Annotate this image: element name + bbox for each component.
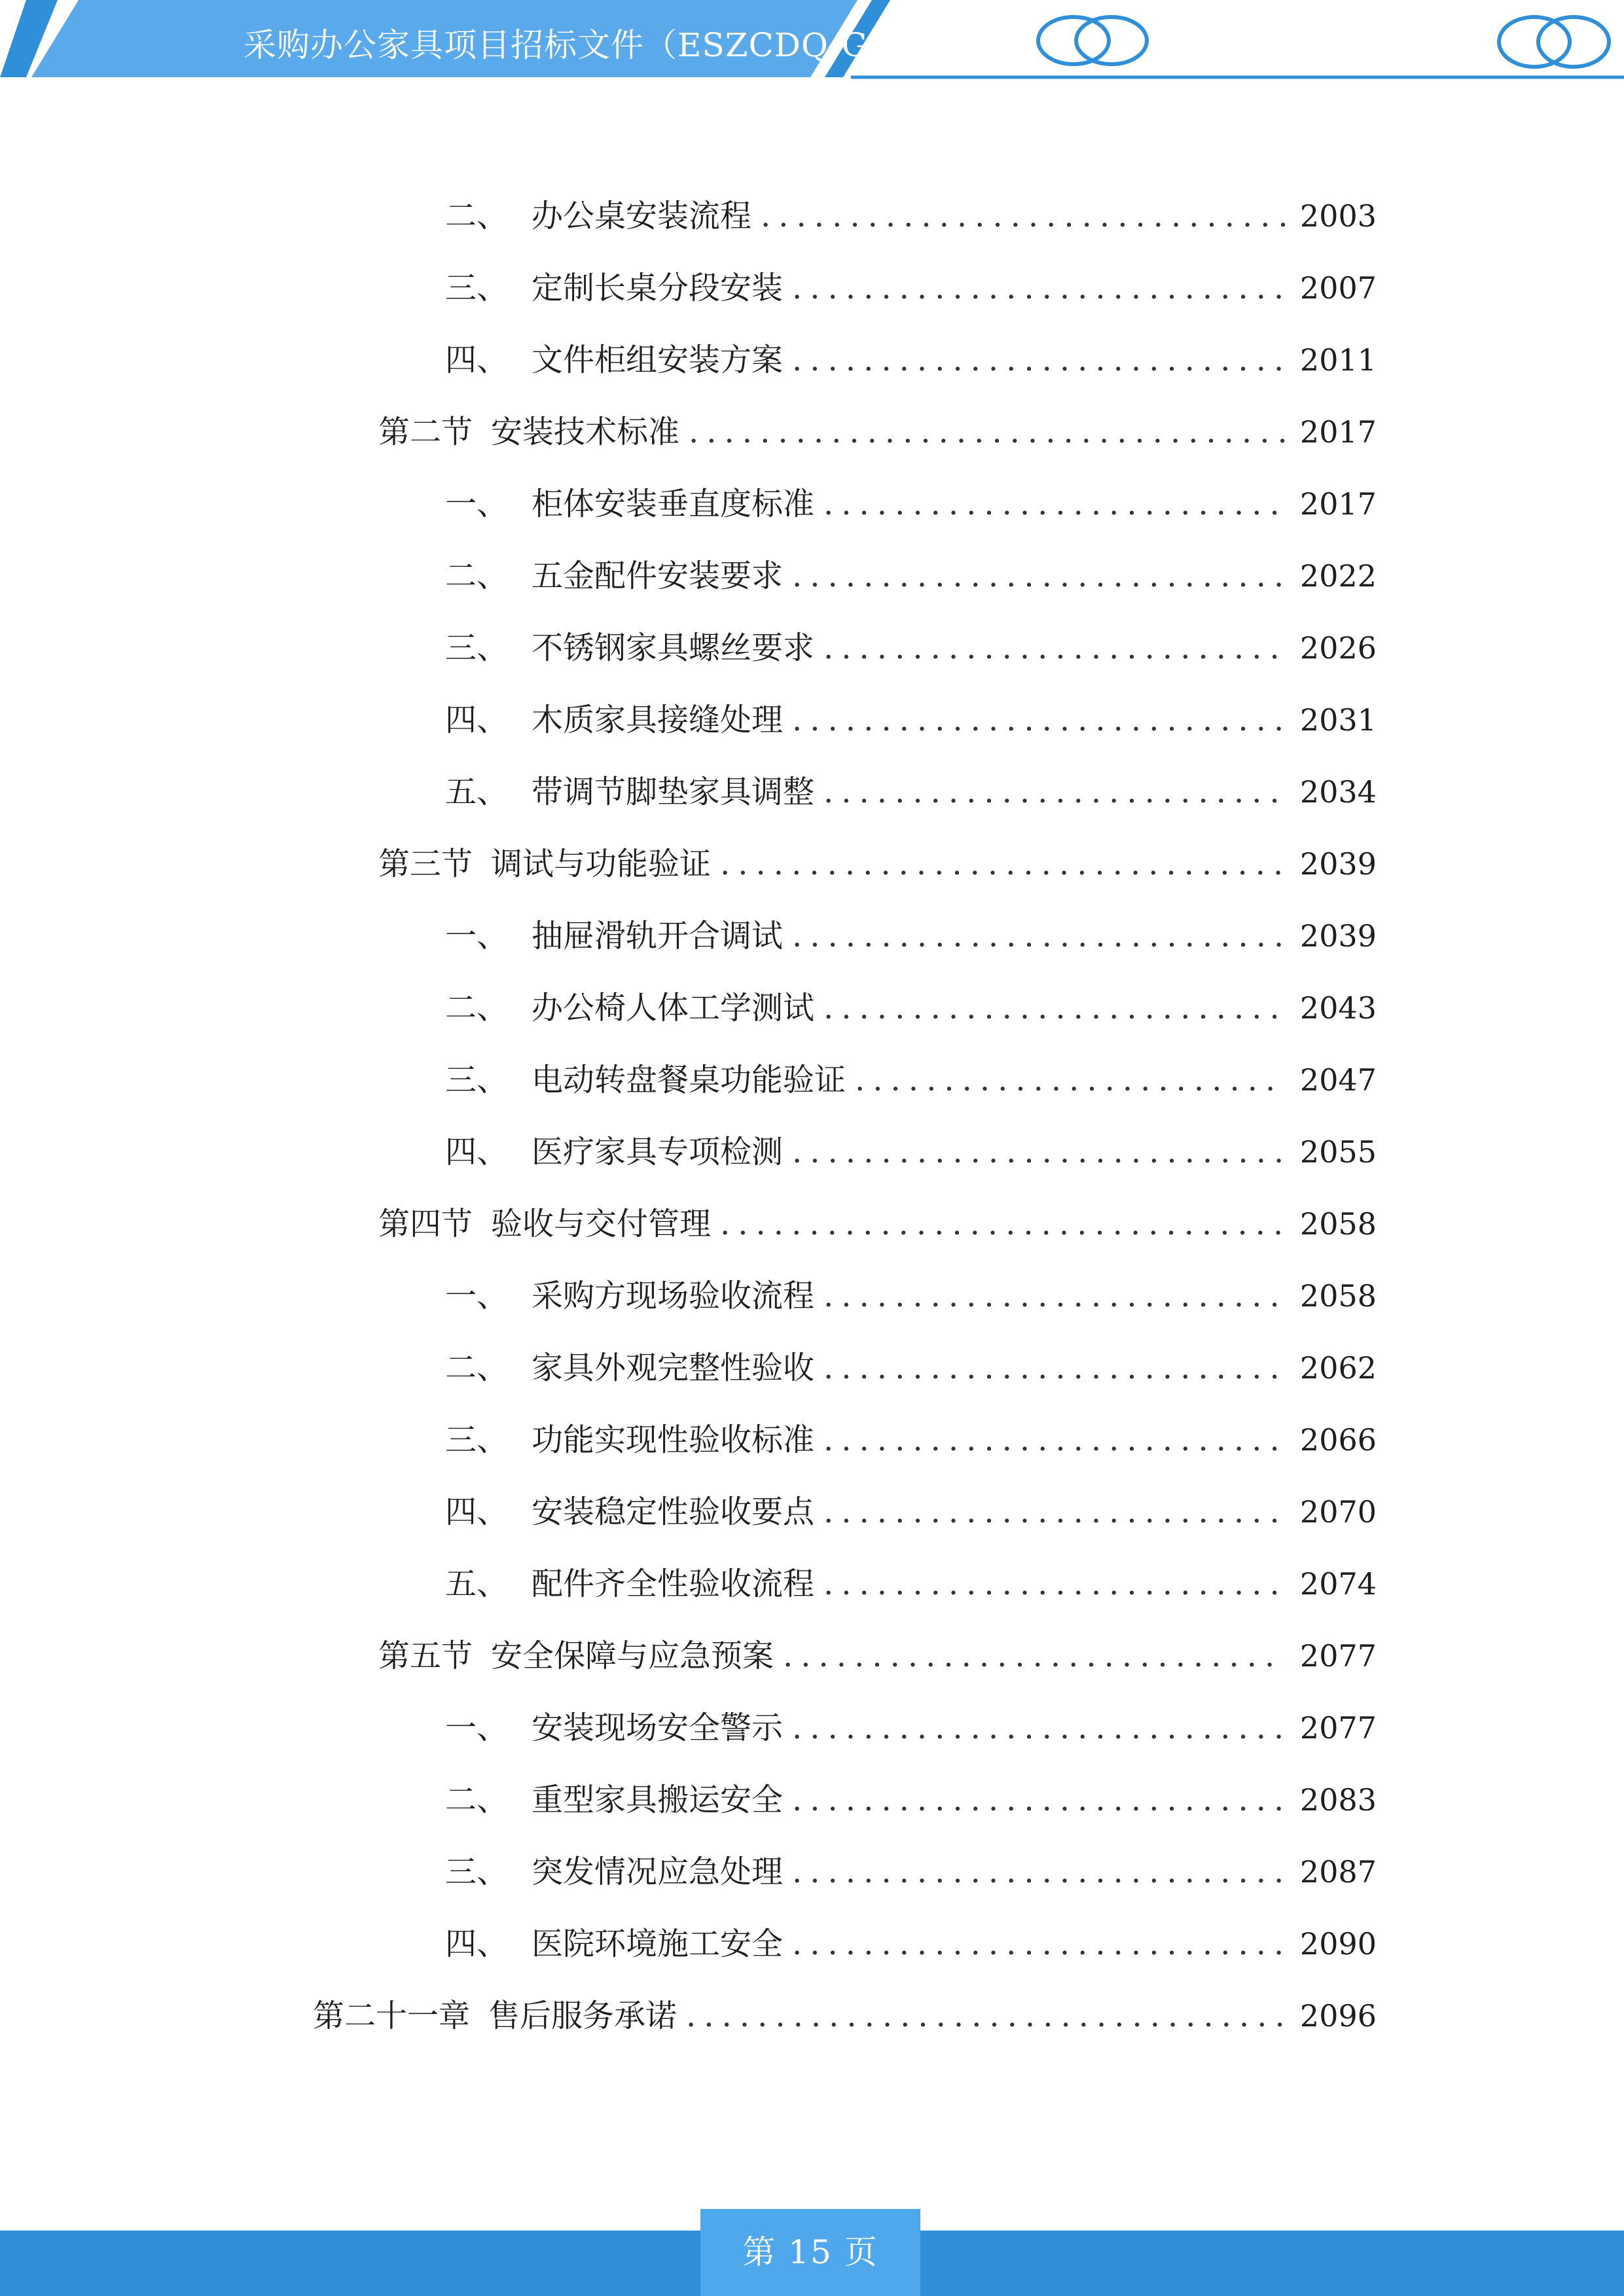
toc-entry-page: 2062 (1299, 1350, 1377, 1386)
toc-entry-title: 突发情况应急处理 (532, 1854, 784, 1890)
toc-entry[interactable] (445, 262, 1377, 314)
toc-entry-title: 柜体安装垂直度标准 (532, 486, 815, 522)
toc-entry-number: 三、 (445, 1422, 509, 1458)
toc-entry-number: 二、 (445, 198, 509, 234)
toc-entry-page: 2007 (1299, 270, 1377, 306)
toc-dot-leader (823, 766, 1286, 818)
toc-dot-leader (855, 1054, 1286, 1106)
toc-entry[interactable] (313, 1990, 1377, 2042)
toc-entry[interactable] (445, 1558, 1377, 1610)
toc-dot-leader (792, 262, 1286, 314)
toc-dot-leader (823, 622, 1286, 674)
toc-entry-number: 二、 (445, 1782, 509, 1818)
toc-entry-page: 2077 (1299, 1710, 1377, 1746)
toc-dot-leader (792, 910, 1286, 962)
toc-entry-title: 验收与交付管理 (491, 1206, 712, 1242)
toc-entry-page: 2043 (1299, 990, 1377, 1026)
toc-entry-title: 带调节脚垫家具调整 (532, 774, 815, 810)
toc-dot-leader (792, 1846, 1286, 1898)
toc-entry-number: 第二十一章 (313, 1998, 471, 2034)
toc-dot-leader (823, 1486, 1286, 1538)
toc-entry-page: 2031 (1299, 702, 1377, 738)
toc-entry-number: 一、 (445, 486, 509, 522)
toc-entry-page: 2039 (1299, 846, 1377, 882)
toc-entry[interactable] (445, 1270, 1377, 1322)
toc-dot-leader (761, 190, 1286, 242)
toc-dot-leader (720, 1198, 1286, 1250)
toc-dot-leader (792, 1126, 1286, 1178)
toc-entry-number: 三、 (445, 270, 509, 306)
toc-dot-leader (823, 1558, 1286, 1610)
toc-entry-number: 二、 (445, 990, 509, 1026)
toc-entry[interactable] (445, 1846, 1377, 1898)
toc-entry-title: 功能实现性验收标准 (532, 1422, 815, 1458)
toc-dot-leader (823, 1270, 1286, 1322)
toc-entry-title: 售后服务承诺 (488, 1998, 677, 2034)
toc-entry-number: 五、 (445, 1566, 509, 1602)
toc-entry[interactable] (445, 334, 1377, 386)
toc-entry-page: 2026 (1299, 630, 1377, 666)
toc-entry[interactable] (445, 1342, 1377, 1394)
toc-dot-leader (792, 694, 1286, 746)
toc-dot-leader (792, 550, 1286, 602)
toc-entry-title: 家具外观完整性验收 (532, 1350, 815, 1386)
toc-entry-title: 五金配件安装要求 (532, 558, 784, 594)
toc-entry-page: 2047 (1299, 1062, 1377, 1098)
toc-entry-page: 2022 (1299, 558, 1377, 594)
toc-entry-title: 安全保障与应急预案 (491, 1638, 774, 1674)
page-number: 第 15 页 (700, 2209, 920, 2296)
toc-entry-title: 医院环境施工安全 (532, 1926, 784, 1962)
toc-entry-number: 第二节 (378, 414, 473, 450)
toc-entry[interactable] (445, 1486, 1377, 1538)
toc-entry-page: 2070 (1299, 1494, 1377, 1530)
toc-entry-number: 四、 (445, 702, 509, 738)
toc-entry[interactable] (445, 622, 1377, 674)
toc-entry-number: 二、 (445, 558, 509, 594)
toc-dot-leader (823, 1342, 1286, 1394)
toc-entry[interactable] (378, 838, 1377, 890)
toc-entry-title: 办公桌安装流程 (532, 198, 752, 234)
toc-dot-leader (792, 1774, 1286, 1826)
toc-entry[interactable] (445, 478, 1377, 530)
toc-dot-leader (720, 838, 1286, 890)
toc-entry-title: 调试与功能验证 (491, 846, 712, 882)
toc-dot-leader (792, 1918, 1286, 1970)
toc-entry[interactable] (445, 1054, 1377, 1106)
double-ring-logo-icon (1038, 17, 1147, 64)
toc-entry[interactable] (445, 190, 1377, 242)
toc-entry-page: 2077 (1299, 1638, 1377, 1674)
toc-entry-title: 安装稳定性验收要点 (532, 1494, 815, 1530)
toc-entry[interactable] (445, 910, 1377, 962)
toc-entry[interactable] (378, 1630, 1377, 1682)
toc-entry[interactable] (445, 1702, 1377, 1754)
document-title: 采购办公家具项目招标文件（ESZCDQ-G-H (244, 26, 910, 64)
double-ring-logo-icon (1499, 17, 1609, 67)
toc-dot-leader (686, 1990, 1286, 2042)
toc-dot-leader (783, 1630, 1286, 1682)
toc-entry-number: 四、 (445, 1134, 509, 1170)
toc-entry-number: 第三节 (378, 846, 473, 882)
toc-entry-page: 2090 (1299, 1926, 1377, 1962)
toc-entry-page: 2074 (1299, 1566, 1377, 1602)
toc-entry-title: 办公椅人体工学测试 (532, 990, 815, 1026)
toc-dot-leader (823, 478, 1286, 530)
toc-entry-number: 一、 (445, 918, 509, 954)
toc-entry-page: 2011 (1299, 342, 1377, 378)
toc-entry-number: 四、 (445, 342, 509, 378)
toc-entry-page: 2083 (1299, 1782, 1377, 1818)
toc-entry-number: 第五节 (378, 1638, 473, 1674)
toc-entry-title: 不锈钢家具螺丝要求 (532, 630, 815, 666)
toc-entry-title: 木质家具接缝处理 (532, 702, 784, 738)
toc-entry-page: 2066 (1299, 1422, 1377, 1458)
toc-entry[interactable] (445, 550, 1377, 602)
toc-entry[interactable] (378, 1198, 1377, 1250)
toc-entry-page: 2017 (1299, 486, 1377, 522)
toc-entry-title: 电动转盘餐桌功能验证 (532, 1062, 846, 1098)
toc-entry-number: 四、 (445, 1494, 509, 1530)
toc-entry[interactable] (445, 1918, 1377, 1970)
toc-entry-title: 采购方现场验收流程 (532, 1278, 815, 1314)
toc-dot-leader (792, 334, 1286, 386)
toc-entry-number: 四、 (445, 1926, 509, 1962)
toc-dot-leader (823, 982, 1286, 1034)
toc-entry-number: 一、 (445, 1278, 509, 1314)
toc-entry-title: 安装技术标准 (491, 414, 680, 450)
toc-entry-title: 文件柜组安装方案 (532, 342, 784, 378)
toc-entry-number: 三、 (445, 630, 509, 666)
toc-entry-title: 安装现场安全警示 (532, 1710, 784, 1746)
toc-entry-title: 定制长桌分段安装 (532, 270, 784, 306)
toc-entry-page: 2017 (1299, 414, 1377, 450)
toc-entry[interactable] (445, 766, 1377, 818)
toc-entry-number: 三、 (445, 1854, 509, 1890)
toc-entry[interactable] (445, 1126, 1377, 1178)
toc-entry[interactable] (445, 1414, 1377, 1466)
toc-entry-number: 三、 (445, 1062, 509, 1098)
toc-entry-page: 2055 (1299, 1134, 1377, 1170)
toc-entry-page: 2034 (1299, 774, 1377, 810)
toc-entry-number: 第四节 (378, 1206, 473, 1242)
toc-entry-page: 2003 (1299, 198, 1377, 234)
toc-entry-page: 2087 (1299, 1854, 1377, 1890)
toc-entry-page: 2096 (1299, 1998, 1377, 2034)
toc-entry[interactable] (445, 982, 1377, 1034)
toc-entry[interactable] (445, 1774, 1377, 1826)
toc-entry-page: 2058 (1299, 1278, 1377, 1314)
toc-entry-title: 配件齐全性验收流程 (532, 1566, 815, 1602)
page-header (0, 0, 1624, 85)
toc-dot-leader (823, 1414, 1286, 1466)
toc-entry-title: 医疗家具专项检测 (532, 1134, 784, 1170)
toc-entry-title: 重型家具搬运安全 (532, 1782, 784, 1818)
toc-entry-number: 二、 (445, 1350, 509, 1386)
toc-entry[interactable] (378, 406, 1377, 458)
toc-entry-page: 2058 (1299, 1206, 1377, 1242)
toc-entry-page: 2039 (1299, 918, 1377, 954)
toc-dot-leader (689, 406, 1286, 458)
toc-entry-title: 抽屉滑轨开合调试 (532, 918, 784, 954)
toc-entry[interactable] (445, 694, 1377, 746)
toc-dot-leader (792, 1702, 1286, 1754)
toc-entry-number: 一、 (445, 1710, 509, 1746)
toc-entry-number: 五、 (445, 774, 509, 810)
